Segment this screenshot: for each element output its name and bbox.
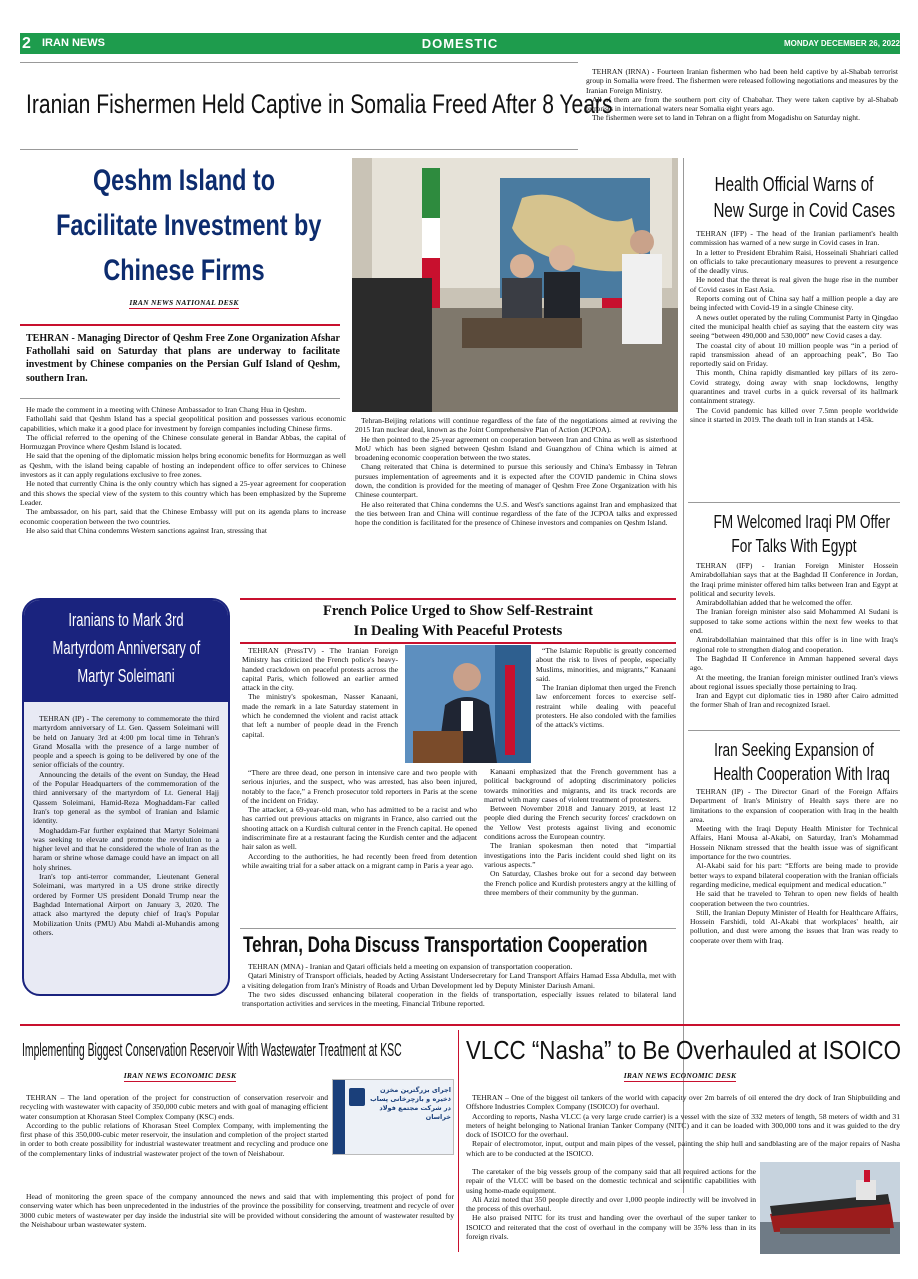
paragraph: Between November 2018 and January 2019, at least 12 people died during the French security forces' crackdown on the Yellow Vest protests against living and economic conditions across the European country. [484,804,676,842]
iraq-pm-body [690,561,898,710]
paragraph: According to the authorities, he had recently been freed from detention while awaiting trial for a saber attack on a migrant camp in Paris a year ago. [242,851,477,870]
desk-label: IRAN NEWS NATIONAL DESK [129,298,239,307]
paragraph: According to reports, Nasha VLCC (a very large crude carrier) is a vessel with the size of 332 meters of length, 58 meters of width and 31 meters of height belonging to National Iranian Tanker Company (NITC) and it can be loaded with 300,000 tons and it was guided to the dry dock of ISOICO for the overhaul. [466,1111,900,1140]
doha-top-rule [240,928,676,929]
paragraph: TEHRAN (IP) - The Director Gnarl of the Foreign Affairs Department of Iran's Ministry of Health says there are no limitations to the expansion of cooperation with Iraq in the health area. [690,787,898,824]
headline-line: Health Cooperation With Iraq [713,764,890,784]
paragraph: He said that the opening of the diplomatic mission helps bring economic benefits for Hormuzgan as well as Qeshm, with the island being capable of hosting an independent office to offer services to Chinese investors as it can apply regulations exclusive to free zones. [20,451,346,480]
soleimani-headline [24,606,228,690]
bottom-column-divider [458,1030,459,1252]
paragraph: A news outlet operated by the ruling Communist Party in Qingdao cited the municipal health chief as saying that the eastern city was seeing “between 490,000 and 530,000” new Covid cases a day. [690,312,898,341]
page-number: 2 [22,35,31,52]
paragraph: Repair of electromotor, input, output and main pipes of the vessel, painting the ship hull and sandblasting are of the major repairs of Nasha which are to be conducted at the ISOICO. [466,1139,900,1158]
paragraph: TEHRAN (IFP) - Iranian Foreign Minister Hossein Amirabdollahian says that at the Baghdad II Conference in Jordan, the Iraqi prime minister offered him talks between Iran and Egypt at political and security levels. [690,561,898,598]
paragraph: TEHRAN – The land operation of the project for construction of conservation reservoir and recycling with wastewater with capacity of 350,000 cubic meters and with goal of managing efficient water consumption at Khorasan Steel Complex Company (KSC) ends. [20,1093,328,1121]
paragraph: The Baghdad II Conference in Amman happened several days ago. [690,653,898,673]
headline-line: Qeshm Island to [92,164,276,197]
paragraph: “There are three dead, one person in intensive care and two people with serious injuries, and the suspect, who was arrested, has also been injured, notably to the face,” a French prosecutor told reporters in Paris at the scene of the incident on Friday. [242,768,477,805]
paragraph: The Iranian diplomat then urged the French law enforcement forces to exercise self-restraint while dealing with peaceful protesters. He also condoled with the families of the attack's victims. [536,683,676,730]
headline-line: For Talks With Egypt [731,536,857,556]
spokesman-photo-illustration [405,645,531,763]
doha-body [242,962,676,1008]
paragraph: TEHRAN (MNA) - Iranian and Qatari officials held a meeting on expansion of transportation cooperation. [248,962,573,971]
vlcc-headline: VLCC “Nasha” to Be Overhauled at ISOICO [466,1035,901,1065]
vlcc-desk [580,1071,780,1080]
section-divider [688,730,900,731]
paragraph: According to the public relations of Khorasan Steel Complex Company, with implementing the first phase of this 350,000-cubic meter reservoir, the insulation and completion of the project started in order to both create possibility for industrial wastewater treatment and recycling and produce one of the complementary links of industrial wastewater project of the town of Neishabour. [20,1120,328,1158]
paragraph: He noted that the threat is real given the huge rise in the number of Covid cases in East Asia. [690,275,898,294]
bottom-section-rule [20,1024,900,1026]
reservoir-image [332,1079,454,1155]
headline-line: Chinese Firms [103,254,265,287]
paragraph: Meeting with the Iraqi Deputy Health Minister for Technical Affairs, Hani Mousa al-Akabi, on Saturday, Iran's Mohammad Hossein Niknam stressed that the health issue was of significant importance for the two countries. [690,824,898,862]
headline-line: FM Welcomed Iraqi PM Offer [713,512,891,532]
headline-line: Iranians to Mark 3rd [68,610,184,630]
paragraph: He also said that China condemns Western sanctions against Iran, stressing that [26,525,267,535]
paragraph: Iran's top anti-terror commander, Lieutenant General Soleimani, was martyred in a US drone strike directly ordered by Former US president Donald Trump near the Baghdad International Airport on January 3, 2020. The attack also martyred the deputy chief of Iraq's Popular Mobilization Units (PMU) Abu Mahdi al-Muhandis among others. [33,872,219,937]
meeting-photo-illustration [352,158,678,412]
spokesman-photo [405,645,531,763]
paragraph: Chang reiterated that China is determined to pursue this seriously and China's Embassy in Tehran pursues implementation of agreements and it is expected after the COVID pandemic in China slows down, the condition is provided for the meeting of manager of Qeshm Free Zone Organization with his Chinese counterpart. [355,462,677,500]
covid-body [690,229,898,424]
tanker-photo [760,1162,900,1254]
vlcc-body [466,1093,900,1158]
qeshm-lead-rule [20,324,340,326]
qeshm-col1 [20,405,346,535]
paragraph: He also reiterated that China condemns the U.S. and West's sanctions against Iran and emphasized that the ties between Iran and China will continue regardless of the fate of the JCPOA talks and expressed hope the condition is facilitated for the presence of Chinese investors and companies on Qeshm Island. [355,499,677,528]
paragraph: Moghaddam-Far further explained that Martyr Soleimani was seeking to elevate and promote the revolution to a higher level and that he considered the whole of Iran as the haram or shrine whose damage could have an impact on all holy shrines. [33,825,219,872]
desk-label: IRAN NEWS ECONOMIC DESK [123,1071,237,1080]
paragraph: Amirabdollahian maintained that this offer is in line with Iraq's regional role to strengthen dialog and cooperation. [690,635,898,654]
soleimani-box [22,598,230,996]
paragraph: He then pointed to the 25-year agreement on cooperation between Iran and China as well as sisterhood MoU which has been signed between Qeshm Island and Guangzhou of China which is aimed at broadening economic cooperation between the two states. [355,434,677,463]
ksc-logo-icon [349,1088,365,1106]
french-col2-lower [484,767,676,897]
paragraph: TEHRAN (IP) - The ceremony to commemorate the third martyrdom anniversary of Lt. Gen. Qassem Soleimani will be held on January 3rd at 4:00 pm local time in Tehran's Grand Mosalla with the presence of a large number of people and a speech is going to be delivered by one of the senior officials of the country. [33,714,219,770]
paragraph: Ali Azizi noted that 350 people directly and over 1,000 people indirectly will be involved in the process of this overhaul. [466,1194,756,1214]
headline-line: Martyr Soleimani [77,666,175,686]
paragraph: Al-Akabi said for his part: “Efforts are being made to provide better ways to expand bilateral cooperation with the Iranian officials regarding medicine, medical equipment and medical education.” [690,861,898,889]
desk-label: IRAN NEWS ECONOMIC DESK [623,1071,737,1080]
paragraph: Iran and Egypt cut diplomatic ties in 1980 after Cairo admitted the former Shah of Iran and recognized Israel. [690,691,898,710]
headline-line: Iran Seeking Expansion of [714,740,874,760]
headline-line: French Police Urged to Show Self-Restraint [323,603,593,619]
paragraph: All of them are from the southern port city of Chabahar. They were taken captive by al-Shabab terrorists in international waters near Somalia eight years ago. [586,94,898,114]
qeshm-lead: TEHRAN - Managing Director of Qeshm Free Zone Organization Afshar Fathollahi said on Saturday that plans are underway to facilitate investment by Chinese companies on the Persian Gulf Island of Qeshm, southern Iran. [26,333,340,384]
paragraph: The ambassador, on his part, said that the Chinese Embassy will put on its agenda plans to increase economic cooperation between the two countries. [20,507,346,526]
tanker-photo-illustration [760,1162,900,1254]
paragraph: Announcing the details of the event on Sunday, the Head of the Popular Headquarters of the commemoration of the third anniversary of the martyrdom of Lt. General Hajj Qassem Soleimani, Hamid-Reza Moghaddam-Far called Iran's top general as the symbol of Iranian and Islamic identity. [33,769,219,826]
reservoir-headline: Implementing Biggest Conservation Reservoir With Wastewater Treatment at KSC [22,1040,402,1060]
qeshm-headline [20,158,348,293]
french-headline-rule [240,642,676,644]
paragraph: Kanaani emphasized that the French government has a political background of adopting discriminatory policies towards minorities and migrants, and its track records are marred with many cases of violent treatment of protesters. [484,767,676,804]
paragraph: The Iranian spokesman then noted that “impartial investigations into the Paris incident could shed light on its various aspects.” [484,841,676,869]
reservoir-image-band [333,1080,345,1155]
soleimani-body [33,714,219,937]
paragraph: TEHRAN (IRNA) - Fourteen Iranian fishermen who had been held captive by al-Shabab terrorist group in Somalia were freed. The fishermen were released following negotiations and measures by the Iranian Foreign Ministry. [586,67,898,95]
paragraph: Still, the Iranian Deputy Minister of Health for Healthcare Affairs, Hossein Farshidi, told Al-Akabi that workplaces' health, air pollution, and dust were among the issues that Iran was ready to cooperate over them with Iraq. [690,907,898,945]
section-divider [688,502,900,503]
paragraph: This month, China rapidly dismantled key pillars of its zero-Covid strategy, doing away with snap lockdowns, lengthy quarantines and travel curbs in a quick reversal of its hallmark containment strategy. [690,368,898,406]
paragraph: The ministry's spokesman, Nasser Kanaani, made the remark in a late Saturday statement in which he condemned the violent and racist attack that left a number of people dead in the French capital. [242,692,398,739]
reservoir-body-lower [20,1192,454,1229]
paragraph: The Iranian foreign minister also said Mohammed Al Sudani is supposed to take some actions within the next few weeks to that end. [690,607,898,636]
iraq-health-headline [688,738,900,786]
paper-name: IRAN NEWS [42,37,105,49]
paragraph: Tehran-Beijing relations will continue regardless of the fate of the negotiations aimed at reviving the 2015 Iran nuclear deal, known as the Joint Comprehensive Plan of Action (JCPOA). [355,416,677,435]
french-col2 [536,646,676,730]
paragraph: He said that he traveled to Tehran to open new fields of health cooperation between the two countries. [690,889,898,908]
paragraph: Reports coming out of China say half a million people a day are being infected with Covid-19 in a single Chinese city. [690,294,898,313]
issue-date: MONDAY DECEMBER 26, 2022 [783,39,900,48]
french-col1-lower [242,768,477,870]
meeting-photo [352,158,678,412]
paragraph: The official referred to the opening of the Chinese consulate general in Bandar Abbas, the capital of Hormuzgan Province where Qeshm Island is located. [20,432,346,452]
paragraph: In a letter to President Ebrahim Raisi, Hosseinali Shahriari called on officials to take precautionary measures to prevent a resurgence of the deadly virus. [690,247,898,276]
paragraph: Amirabdollahian added that he welcomed the offer. [696,598,853,608]
iraq-health-body [690,787,898,945]
paragraph: Head of monitoring the green space of the company announced the news and said that with implementing this project of pond for conserving water which has been unprecedented in the industries of the province the possibility for conserving, treatment and recycle of over 3000 cubic meters of wastewater per day inside the industrial site will be provided without considering the amount of wastewater resulted by the Neishabour urban wastewater system. [20,1192,454,1229]
paragraph: The attacker, a 69-year-old man, who has admitted to be a racist and who has carried out previous attacks on migrants in France, also carried out the shooting attack on a Kurdish cultural center in the French capital. He opened indiscriminate fire at a restaurant facing the Kurdish center and the adjacent hair salon as well. [242,805,477,852]
paragraph: He also praised NITC for its trust and handing over the overhaul of the super tanker to ISOICO and reiterated that the cost of overhaul in the company will be 35% less than in its foreign rivals. [466,1213,756,1242]
covid-headline [688,172,900,224]
headline-line: In Dealing With Peaceful Protests [353,623,563,639]
french-col1 [242,646,398,739]
paragraph: Qatari Ministry of Transport officials, headed by Acting Assistant Undersecretary for Land Transport Affairs Hamad Essa Abdulla, met with a visiting delegation from Iran's Ministry of Roads and Urban Development led by Deputy Minister Dariush Amani. [242,971,676,990]
qeshm-col2 [355,416,677,528]
fishermen-body [586,67,898,123]
doha-headline: Tehran, Doha Discuss Transportation Cooperation [243,932,648,957]
paragraph: TEHRAN – One of the biggest oil tankers of the world with capacity over 2m barrels of oil entered the dry dock of Iran Shipbuilding and Offshore Industries Complex Company (ISOICO) for overhaul. [466,1093,900,1112]
paragraph: The fishermen were set to land in Tehran on a flight from Mogadishu on Saturday night. [592,113,861,123]
paragraph: The coastal city of about 10 million people was “in a period of rapid transmission ahead of an approaching peak”, Bo Tao reportedly said on Friday. [690,340,898,369]
qeshm-lead-rule-bottom [20,398,340,399]
paragraph: Fathollahi said that Qeshm Island has a special geopolitical position and possesses various economic capabilities, which make it a good place for investment by foreign companies including Chinese firms. [20,414,346,433]
fishermen-headline: Iranian Fishermen Held Captive in Somalia Freed After 8 Years [26,89,613,119]
french-top-rule [240,598,676,600]
french-headline [236,601,680,641]
headline-line: New Surge in Covid Cases [713,200,896,222]
qeshm-desk [20,298,348,307]
reservoir-image-caption: اجرای بزرگترین مخزن ذخیره و بازچرخانی پساب در شرکت مجتمع فولاد خراسان [370,1086,451,1121]
paragraph: He noted that currently China is the only country which has signed a 25-year agreement for cooperation and this shows the special view of the system to this country which has been emphasized by the Supreme Leader. [20,479,346,507]
vlcc-body-lower [466,1167,756,1241]
paragraph: TEHRAN (PressTV) - The Iranian Foreign Ministry has criticized the French police's heavy-handed crackdown on peaceful protests across the capital Paris, which followed an earlier armed attack in the city. [242,646,398,693]
section-name: DOMESTIC [421,36,499,51]
paragraph: At the meeting, the Iranian foreign minister outlined Iran's views about regional issues specially those pertaining to Iraq. [690,672,898,691]
reservoir-desk [20,1071,340,1080]
paragraph: TEHRAN (IFP) - The head of the Iranian parliament's health commission has warned of a new surge in Covid cases in Iran. [690,229,898,248]
paragraph: He made the comment in a meeting with Chinese Ambassador to Iran Chang Hua in Qeshm. [26,405,307,414]
paragraph: On Saturday, Clashes broke out for a second day between the French police and Kurdish protesters angry at the killing of three members of their community by the gunman. [484,869,676,897]
reservoir-body [20,1093,328,1158]
paragraph: “The Islamic Republic is greatly concerned about the risk to lives of people, especially Muslims, minorities, and migrants,” Kanaani said. [536,646,676,683]
headline-line: Facilitate Investment by [56,209,322,242]
iraq-pm-headline [688,510,900,558]
paragraph: The two sides discussed enhancing bilateral cooperation in the fields of transportation, especially issues related to bilateral land transportation activities and services in the meeting, Financial Tribune reported. [242,989,676,1009]
headline-line: Martyrdom Anniversary of [52,638,201,658]
headline-line: Health Official Warns of [714,174,874,196]
paragraph: The Covid pandemic has killed over 7.5mn people worldwide since it started in 2019. The death toll in Iran stands at 145k. [690,405,898,424]
paragraph: The caretaker of the big vessels group of the company said that all required actions for the repair of the VLCC will be based on the domestic technical and scientific capabilities with using home-made equipment. [466,1167,756,1195]
